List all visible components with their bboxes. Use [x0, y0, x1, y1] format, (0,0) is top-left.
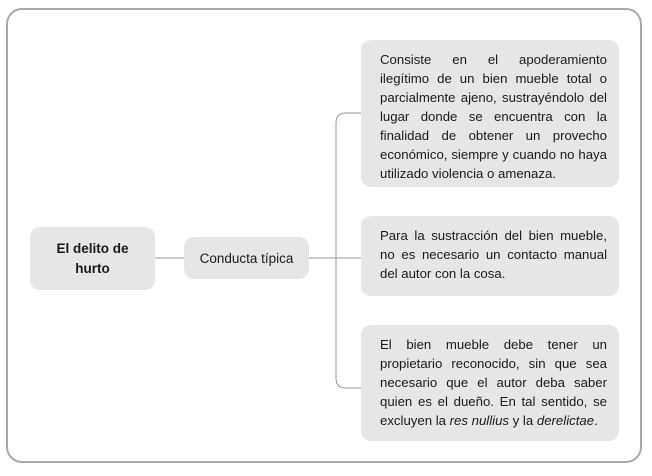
leaf-node-definition	[361, 40, 619, 187]
leaf-node-owner	[361, 325, 619, 441]
leaf-term-res-nullius: res nullius	[449, 413, 510, 428]
leaf-node-contact	[361, 216, 619, 296]
leaf-text-middle: y la	[509, 413, 537, 428]
connector-trunk	[336, 113, 346, 388]
branch-node	[184, 237, 309, 279]
leaf-text-after: .	[594, 413, 598, 428]
leaf-node-text: Consiste en el apoderamiento ilegítimo de un bien mueble total o parcialmente ajeno, sustrayéndolo del lugar donde se encuentra con la finalidad de obtener un provecho económico, siempre y cuando no haya utilizado violencia o amenaza.	[380, 52, 607, 181]
leaf-node-text	[380, 335, 607, 430]
leaf-term-derelictae: derelictae	[536, 413, 595, 428]
leaf-text-before: El bien mueble debe tener un propietario reconocido, sin que sea necesario que el autor deba saber quien es el dueño. En tal sentido, se excluyen la	[380, 337, 607, 428]
root-node-label: El delito de hurto	[56, 240, 129, 276]
leaf-node-text: Para la sustracción del bien mueble, no es necesario un contacto manual del autor con la cosa.	[380, 228, 607, 281]
root-node	[30, 227, 155, 290]
branch-node-label: Conducta típica	[199, 250, 294, 266]
